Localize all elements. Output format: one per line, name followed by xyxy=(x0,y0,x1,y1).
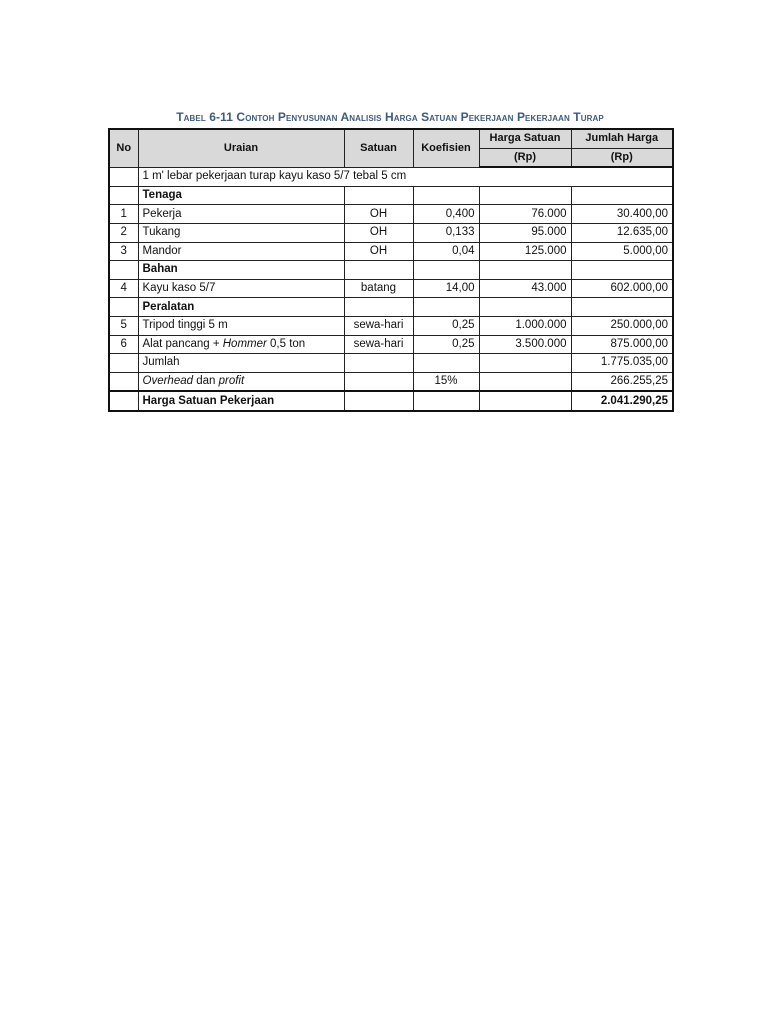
table-row xyxy=(109,223,673,242)
row-koefisien: 14,00 xyxy=(413,279,479,298)
row-koefisien: 0,25 xyxy=(413,316,479,335)
row-satuan: OH xyxy=(344,242,413,261)
row-koefisien: 0,25 xyxy=(413,335,479,354)
row-uraian: Tukang xyxy=(138,223,344,242)
row-uraian: Tripod tinggi 5 m xyxy=(138,316,344,335)
header-harga-satuan-unit: (Rp) xyxy=(479,148,571,167)
table-row xyxy=(109,316,673,335)
row-no: 2 xyxy=(109,223,138,242)
intro-row xyxy=(109,167,673,186)
row-jumlah-harga: 602.000,00 xyxy=(571,279,673,298)
overhead-label xyxy=(138,372,344,391)
overhead-label-italic: profit xyxy=(218,375,245,388)
overhead-koefisien: 15% xyxy=(413,372,479,391)
row-jumlah-harga: 250.000,00 xyxy=(571,316,673,335)
row-uraian-part: 0,5 ton xyxy=(266,337,306,350)
row-harga-satuan: 125.000 xyxy=(479,242,571,261)
intro-text: 1 m' lebar pekerjaan turap kayu kaso 5/7 tebal 5 cm xyxy=(138,167,673,186)
section-row-bahan xyxy=(109,261,673,280)
jumlah-value: 1.775.035,00 xyxy=(571,354,673,373)
total-row xyxy=(109,391,673,411)
section-row-peralatan xyxy=(109,298,673,317)
header-no: No xyxy=(109,129,138,167)
table-row xyxy=(109,205,673,224)
row-satuan: OH xyxy=(344,223,413,242)
table-row xyxy=(109,242,673,261)
overhead-value: 266.255,25 xyxy=(571,372,673,391)
row-koefisien: 0,133 xyxy=(413,223,479,242)
row-uraian xyxy=(138,335,344,354)
row-jumlah-harga: 5.000,00 xyxy=(571,242,673,261)
table-caption: Tabel 6-11 Contoh Penyusunan Analisis Harga Satuan Pekerjaan Pekerjaan Turap xyxy=(176,110,604,124)
row-uraian-italic: Hommer xyxy=(222,337,267,350)
jumlah-label: Jumlah xyxy=(138,354,344,373)
row-koefisien: 0,04 xyxy=(413,242,479,261)
header-row xyxy=(109,129,673,148)
row-satuan: sewa-hari xyxy=(344,335,413,354)
header-koefisien: Koefisien xyxy=(413,129,479,167)
total-label: Harga Satuan Pekerjaan xyxy=(138,391,344,411)
table-row xyxy=(109,335,673,354)
row-jumlah-harga: 875.000,00 xyxy=(571,335,673,354)
header-harga-satuan: Harga Satuan xyxy=(479,129,571,148)
row-harga-satuan: 95.000 xyxy=(479,223,571,242)
overhead-label-part: dan xyxy=(193,375,219,388)
row-satuan: batang xyxy=(344,279,413,298)
section-label-peralatan: Peralatan xyxy=(138,298,344,317)
row-no: 5 xyxy=(109,316,138,335)
table-row xyxy=(109,279,673,298)
row-harga-satuan: 43.000 xyxy=(479,279,571,298)
row-no: 6 xyxy=(109,335,138,354)
row-jumlah-harga: 30.400,00 xyxy=(571,205,673,224)
total-value: 2.041.290,25 xyxy=(571,391,673,411)
row-jumlah-harga: 12.635,00 xyxy=(571,223,673,242)
row-no: 1 xyxy=(109,205,138,224)
row-uraian: Mandor xyxy=(138,242,344,261)
analysis-table xyxy=(108,128,674,412)
section-label-bahan: Bahan xyxy=(138,261,344,280)
header-uraian: Uraian xyxy=(138,129,344,167)
row-uraian: Kayu kaso 5/7 xyxy=(138,279,344,298)
row-satuan: sewa-hari xyxy=(344,316,413,335)
row-uraian-part: Alat pancang + xyxy=(142,337,223,350)
overhead-label-italic: Overhead xyxy=(142,375,194,388)
header-jumlah-harga-unit: (Rp) xyxy=(571,148,673,167)
row-no: 3 xyxy=(109,242,138,261)
row-koefisien: 0,400 xyxy=(413,205,479,224)
row-harga-satuan: 1.000.000 xyxy=(479,316,571,335)
row-harga-satuan: 76.000 xyxy=(479,205,571,224)
header-satuan: Satuan xyxy=(344,129,413,167)
row-no: 4 xyxy=(109,279,138,298)
row-satuan: OH xyxy=(344,205,413,224)
section-row-tenaga xyxy=(109,186,673,205)
header-jumlah-harga: Jumlah Harga xyxy=(571,129,673,148)
row-uraian: Pekerja xyxy=(138,205,344,224)
jumlah-row xyxy=(109,354,673,373)
row-harga-satuan: 3.500.000 xyxy=(479,335,571,354)
overhead-row xyxy=(109,372,673,391)
section-label-tenaga: Tenaga xyxy=(138,186,344,205)
